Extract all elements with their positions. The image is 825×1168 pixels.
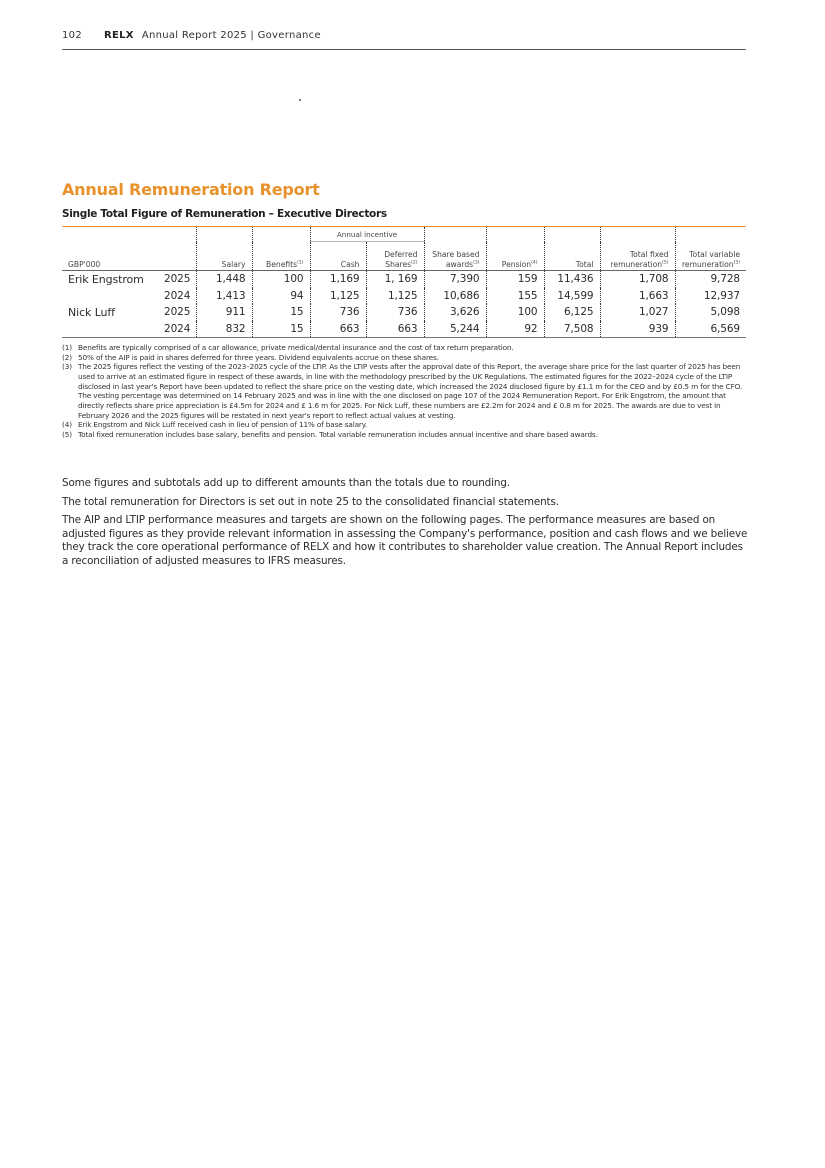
cash-cell: 1,125 xyxy=(310,288,366,305)
deferred-cell: 1, 169 xyxy=(366,271,424,288)
total-variable-cell: 5,098 xyxy=(675,304,746,321)
total-fixed-cell: 939 xyxy=(600,321,675,338)
cash-cell: 663 xyxy=(310,321,366,338)
section-title: Annual Remuneration Report xyxy=(62,180,320,199)
footnote xyxy=(62,343,752,353)
performance-measures-paragraph: The AIP and LTIP performance measures and targets are shown on the following pages. The performance measures are based on adjusted figures as they provide relevant information in assessing the Company's performance, position and cash flows and we believe they track the core operational performance of RELX and how it contributes to shareholder value creation. The Annual Report includes a reconciliation of adjusted measures to IFRS measures. xyxy=(62,514,748,567)
col-total-variable: Total variable remuneration$^{(5)}$ xyxy=(675,242,746,271)
total-cell: 7,508 xyxy=(544,321,600,338)
table-title: Single Total Figure of Remuneration – Executive Directors xyxy=(62,208,387,220)
pension-cell: 155 xyxy=(486,288,544,305)
table-row xyxy=(62,288,746,305)
pension-cell: 100 xyxy=(486,304,544,321)
year-cell: 2024 xyxy=(164,289,191,302)
column-header-row xyxy=(62,242,746,271)
share-awards-cell: 5,244 xyxy=(424,321,486,338)
salary-cell: 1,448 xyxy=(196,271,252,288)
col-cash: Cash xyxy=(310,242,366,271)
footnote-text: 50% of the AIP is paid in shares deferred for three years. Dividend equivalents accrue on these shares. xyxy=(78,352,439,362)
col-share-based-awards: Share based awards$^{(3)}$ xyxy=(424,242,486,271)
footnote xyxy=(62,420,752,430)
pension-cell: 159 xyxy=(486,271,544,288)
director-name xyxy=(62,288,158,305)
footnote-ref: (3) xyxy=(473,260,480,266)
col-total: Total xyxy=(544,242,600,271)
total-fixed-cell: 1,663 xyxy=(600,288,675,305)
footnote-text: Benefits are typically comprised of a car allowance, private medical/dental insurance and the cost of tax return preparation. xyxy=(78,343,514,352)
salary-cell: 832 xyxy=(196,321,252,338)
salary-cell: 1,413 xyxy=(196,288,252,305)
cash-cell: 736 xyxy=(310,304,366,321)
page-number: 102 xyxy=(62,30,82,41)
share-awards-cell: 7,390 xyxy=(424,271,486,288)
col-deferred-shares: Deferred Shares$^{(2)}$ xyxy=(366,242,424,271)
deferred-cell: 663 xyxy=(366,321,424,338)
page-header xyxy=(62,30,746,50)
table-row xyxy=(62,271,746,288)
footnote-number: (2) xyxy=(62,352,72,362)
total-remuneration-paragraph: The total remuneration for Directors is set out in note 25 to the consolidated financial statements. xyxy=(62,495,559,508)
benefits-cell: 15 xyxy=(252,304,310,321)
total-fixed-cell: 1,027 xyxy=(600,304,675,321)
footnotes xyxy=(62,343,752,440)
footnote-ref: (5) xyxy=(662,260,669,266)
rounding-paragraph: Some figures and subtotals add up to different amounts than the totals due to rounding. xyxy=(62,477,510,489)
total-cell: 14,599 xyxy=(544,288,600,305)
share-awards-cell: 10,686 xyxy=(424,288,486,305)
footnote xyxy=(62,353,752,363)
year-cell: 2025 xyxy=(164,306,191,319)
deferred-cell: 736 xyxy=(366,304,424,321)
total-fixed-cell: 1,708 xyxy=(600,271,675,288)
cash-cell: 1,169 xyxy=(310,271,366,288)
footnote-number: (1) xyxy=(62,343,72,352)
total-cell: 11,436 xyxy=(544,271,600,288)
salary-cell: 911 xyxy=(196,304,252,321)
col-salary: Salary xyxy=(196,242,252,271)
footnote-ref: (4) xyxy=(531,260,538,266)
total-variable-cell: 9,728 xyxy=(675,271,746,288)
footnote-text: Erik Engstrom and Nick Luff received cash in lieu of pension of 11% of base salary. xyxy=(78,420,368,430)
col-total-fixed: Total fixed remuneration$^{(5)}$ xyxy=(600,242,675,271)
group-header-row xyxy=(62,227,746,242)
footnote xyxy=(62,362,752,420)
benefits-cell: 100 xyxy=(252,271,310,288)
footnote-ref: (1) xyxy=(297,260,304,266)
table-row xyxy=(62,304,746,321)
total-variable-cell: 6,569 xyxy=(675,321,746,338)
annual-incentive-group-label: Annual incentive xyxy=(310,227,424,242)
footnote-ref: (5) xyxy=(733,260,740,266)
benefits-cell: 94 xyxy=(252,288,310,305)
pension-cell: 92 xyxy=(486,321,544,338)
deferred-cell: 1,125 xyxy=(366,288,424,305)
stray-dot xyxy=(299,99,301,101)
table-row xyxy=(62,321,746,338)
body-text xyxy=(62,477,752,574)
footnote-text: Total fixed remuneration includes base salary, benefits and pension. Total variable remuneration includes annual incentive and share based awards. xyxy=(78,429,598,439)
director-name: Nick Luff xyxy=(68,305,115,319)
total-variable-cell: 12,937 xyxy=(675,288,746,305)
footnote-number: (4) xyxy=(62,420,72,430)
year-cell: 2025 xyxy=(164,273,191,286)
report-title: Annual Report 2025 | Governance xyxy=(141,30,321,41)
director-name xyxy=(62,321,158,338)
total-cell: 6,125 xyxy=(544,304,600,321)
footnote-text: The 2025 figures reflect the vesting of the 2023–2025 cycle of the LTIP. As the LTIP vests after the approval date of this Report, the average share price for the last quarter of 2025 has been used to arrive at an estimated figure in respect of these awards, in line with the methodology prescribed by the UK Regulations. The estimated figures for the 2022–2024 cycle of the LTIP disclosed in last year's Report have been updated to reflect the share price on the vesting date, which increased the 2024 disclosed figure by £1.1 m for the CEO and by £0.5 m for the CFO. The vesting percentage was determined on 14 February 2025 and was in line with the one disclosed on page 107 of the 2024 Remuneration Report. For Erik Engstrom, the amount that directly reflects share price appreciation is £4.5m for 2024 and £ 1.6 m for 2025. For Nick Luff, these numbers are £2.2m for 2024 and £ 0.8 m for 2025. The awards are due to vest in February 2026 and the 2025 figures will be restated in next year's report to reflect actual values at vesting. xyxy=(78,362,743,420)
footnote-number: (5) xyxy=(62,429,72,439)
footnote-number: (3) xyxy=(62,362,72,372)
benefits-cell: 15 xyxy=(252,321,310,338)
remuneration-table xyxy=(62,226,746,338)
brand-name: RELX xyxy=(104,30,134,41)
currency-label: GBP'000 xyxy=(62,242,196,271)
share-awards-cell: 3,626 xyxy=(424,304,486,321)
footnote xyxy=(62,430,752,440)
col-pension: Pension$^{(4)}$ xyxy=(486,242,544,271)
col-benefits: Benefits$^{(1)}$ xyxy=(252,242,310,271)
year-cell: 2024 xyxy=(164,322,191,335)
director-name: Erik Engstrom xyxy=(68,272,144,286)
footnote-ref: (2) xyxy=(411,260,418,266)
